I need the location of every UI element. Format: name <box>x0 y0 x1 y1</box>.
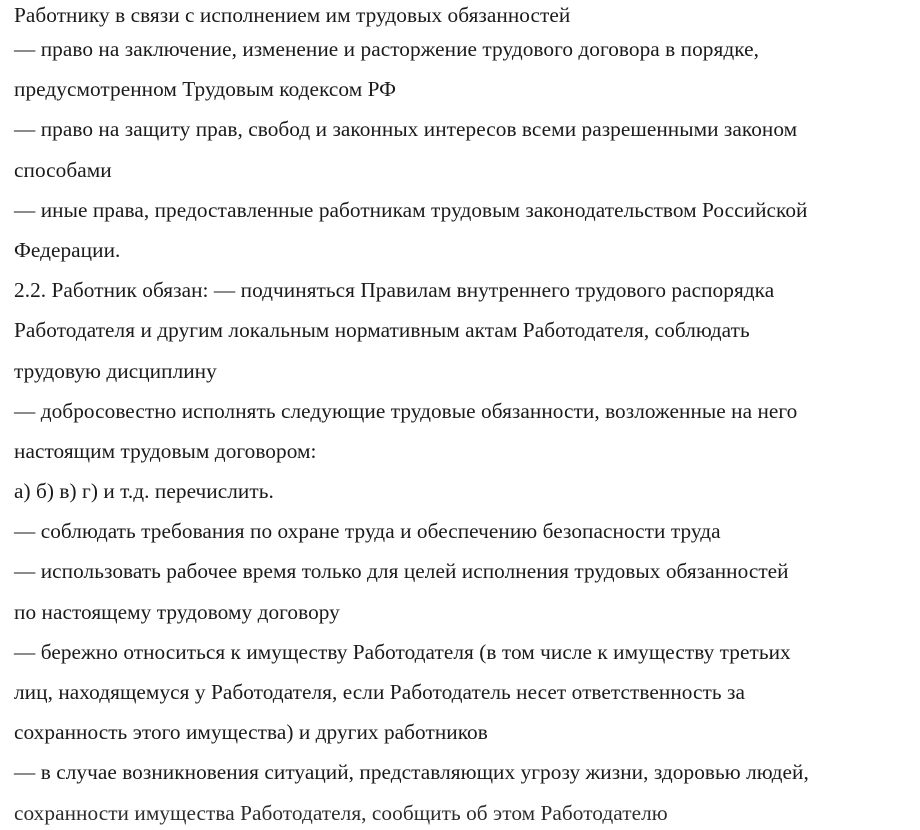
text-line: по настоящему трудовому договору <box>14 599 340 624</box>
text-line: — иные права, предоставленные работникам трудовым законодательством Российской <box>14 197 808 222</box>
text-line: Федерации. <box>14 237 121 262</box>
text-line: — добросовестно исполнять следующие трудовые обязанности, возложенные на него <box>14 398 798 423</box>
text-line: трудовую дисциплину <box>14 358 217 383</box>
text-line: сохранности имущества Работодателя, сообщить об этом Работодателю <box>14 800 668 825</box>
text-line: — право на защиту прав, свобод и законных интересов всеми разрешенными законом <box>14 117 798 142</box>
text-line: — использовать рабочее время только для целей исполнения трудовых обязанностей <box>14 559 789 584</box>
text-line: Работодателя и другим локальным нормативным актам Работодателя, соблюдать <box>14 318 750 343</box>
text-line: — соблюдать требования по охране труда и обеспечению безопасности труда <box>14 519 721 544</box>
text-line: — в случае возникновения ситуаций, представляющих угрозу жизни, здоровью людей, <box>14 760 809 785</box>
text-line: Работнику в связи с исполнением им трудовых обязанностей <box>14 3 571 27</box>
text-line: — бережно относиться к имуществу Работодателя (в том числе к имуществу третьих <box>14 639 791 664</box>
text-line: настоящим трудовым договором: <box>14 438 317 463</box>
text-line: — право на заключение, изменение и расторжение трудового договора в порядке, <box>14 37 759 61</box>
text-line: лиц, находящемуся у Работодателя, если Работодатель несет ответственность за <box>14 680 745 704</box>
text-line: способами <box>14 157 112 182</box>
text-line: 2.2. Работник обязан: — подчиняться Правилам внутреннего трудового распорядка <box>14 278 775 303</box>
text-line: предусмотренном Трудовым кодексом РФ <box>14 77 397 102</box>
document-text <box>14 0 914 830</box>
text-line: а) б) в) г) и т.д. перечислить. <box>14 479 274 504</box>
text-line: сохранность этого имущества) и других работников <box>14 720 488 745</box>
